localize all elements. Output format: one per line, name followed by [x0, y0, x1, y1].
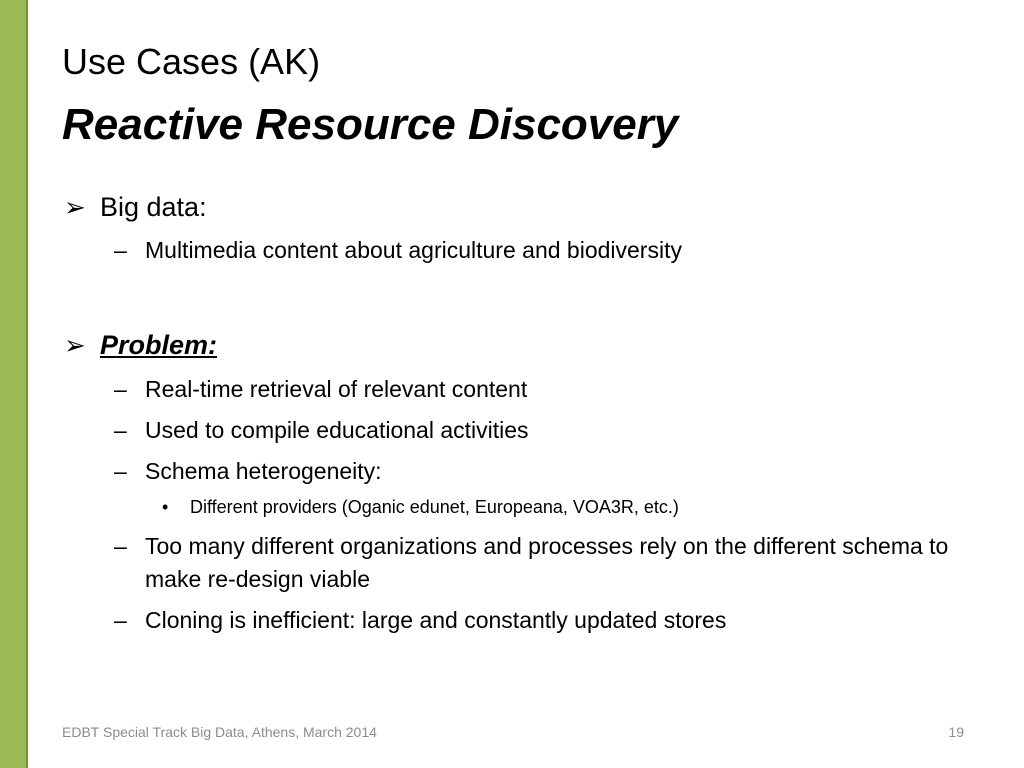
sub-bullet-text: Schema heterogeneity:	[145, 458, 382, 484]
accent-side-bar	[0, 0, 28, 768]
dash-bullet-icon: –	[114, 417, 127, 443]
slide-subtitle: Reactive Resource Discovery	[62, 100, 679, 149]
sub-bullet-text: Used to compile educational activities	[145, 417, 529, 443]
slide-title: Use Cases (AK)	[62, 41, 321, 82]
sub-bullet-text: Cloning is inefficient: large and constantly updated stores	[145, 607, 727, 633]
sub-bullet-text: Too many different organizations and processes rely on the different schema to make re-design viable	[145, 533, 949, 592]
dash-bullet-icon: –	[114, 607, 127, 633]
dash-bullet-icon: –	[114, 533, 127, 559]
bullet-label: Big data:	[100, 192, 207, 222]
bullet-label: Problem:	[100, 330, 218, 360]
sub-bullet-text: Multimedia content about agriculture and biodiversity	[145, 237, 682, 263]
page-number: 19	[948, 724, 964, 740]
sub-sub-bullet-text: Different providers (Oganic edunet, Europeana, VOA3R, etc.)	[190, 497, 679, 517]
arrow-bullet-icon: ➢	[64, 330, 86, 360]
footer-text: EDBT Special Track Big Data, Athens, March 2014	[62, 724, 377, 740]
sub-bullet-text: Real-time retrieval of relevant content	[145, 376, 528, 402]
dash-bullet-icon: –	[114, 376, 127, 402]
dash-bullet-icon: –	[114, 237, 127, 263]
dash-bullet-icon: –	[114, 458, 127, 484]
dot-bullet-icon: •	[162, 497, 169, 517]
arrow-bullet-icon: ➢	[64, 192, 86, 222]
